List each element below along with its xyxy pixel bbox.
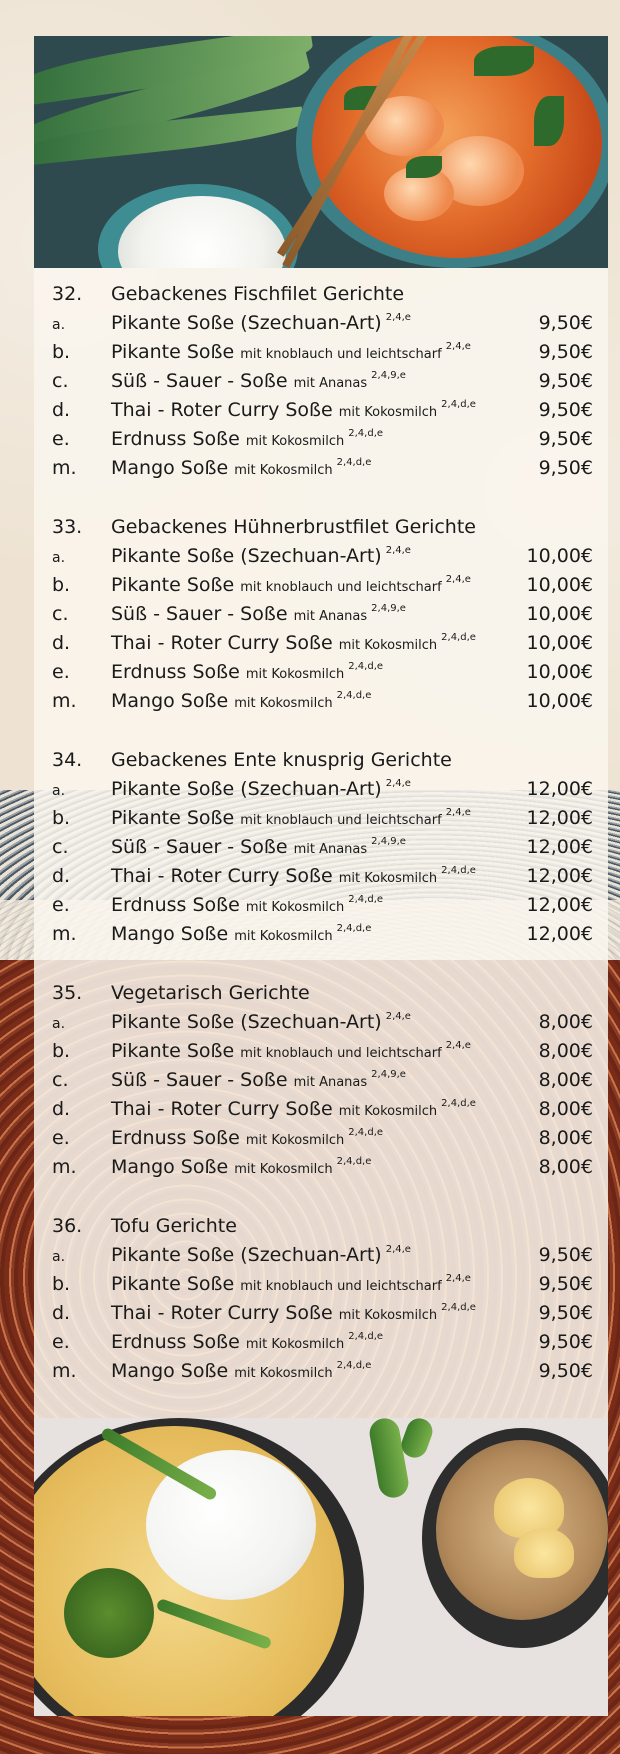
- allergen-codes: 2,4,d,e: [336, 690, 372, 701]
- dish-name: Erdnuss Soße: [111, 894, 240, 916]
- menu-item: [0, 341, 620, 370]
- section-title: Gebackenes Fischfilet Gerichte: [111, 283, 405, 305]
- dish-name: Mango Soße: [111, 690, 229, 712]
- section-number: 35.: [52, 982, 83, 1004]
- item-name: [111, 1040, 471, 1062]
- item-letter: b.: [52, 1273, 71, 1295]
- menu-item: [0, 1040, 620, 1069]
- item-name: [111, 923, 371, 945]
- item-name: [111, 807, 471, 829]
- menu-item: [0, 778, 620, 807]
- item-name: [111, 661, 383, 683]
- item-price: 8,00€: [538, 1156, 593, 1178]
- item-letter: c.: [52, 370, 69, 392]
- item-letter: d.: [52, 1098, 71, 1120]
- dish-name: Pikante Soße: [111, 1040, 235, 1062]
- item-name: [111, 341, 471, 363]
- item-price: 8,00€: [538, 1069, 593, 1091]
- allergen-codes: 2,4,d,e: [441, 632, 476, 643]
- item-letter: a.: [52, 1016, 66, 1032]
- allergen-codes: 2,4,d,e: [348, 428, 384, 439]
- allergen-codes: 2,4,e: [385, 1244, 411, 1255]
- top-food-photo: [34, 36, 608, 268]
- item-letter: m.: [52, 690, 77, 712]
- item-price: 9,50€: [538, 1360, 593, 1382]
- item-price: 12,00€: [526, 923, 593, 945]
- dish-description: mit Kokosmilch: [234, 1366, 333, 1381]
- item-letter: b.: [52, 341, 71, 363]
- item-letter: d.: [52, 399, 71, 421]
- menu-item: [0, 1360, 620, 1389]
- allergen-codes: 2,4,e: [385, 545, 411, 556]
- dish-description: mit Kokosmilch: [234, 1162, 333, 1177]
- dish-name: Thai - Roter Curry Soße: [111, 1098, 333, 1120]
- item-price: 9,50€: [538, 457, 593, 479]
- item-letter: m.: [52, 1156, 77, 1178]
- dish-description: mit knoblauch und leichtscharf: [240, 347, 442, 362]
- item-name: [111, 836, 406, 858]
- allergen-codes: 2,4,d,e: [336, 1156, 372, 1167]
- allergen-codes: 2,4,d,e: [336, 1360, 372, 1371]
- dish-name: Thai - Roter Curry Soße: [111, 399, 333, 421]
- allergen-codes: 2,4,d,e: [336, 457, 372, 468]
- dish-name: Thai - Roter Curry Soße: [111, 865, 333, 887]
- dish-description: mit Kokosmilch: [338, 638, 438, 653]
- item-price: 12,00€: [526, 778, 593, 800]
- item-price: 12,00€: [526, 836, 593, 858]
- bottom-food-photo: [34, 1418, 608, 1716]
- menu-item: [0, 1244, 620, 1273]
- allergen-codes: 2,4,d,e: [348, 894, 384, 905]
- item-letter: a.: [52, 783, 66, 799]
- item-name: [111, 1011, 411, 1033]
- menu-item: [0, 1069, 620, 1098]
- item-price: 10,00€: [526, 661, 593, 683]
- item-price: 9,50€: [538, 399, 593, 421]
- dish-description: mit Kokosmilch: [245, 434, 345, 449]
- allergen-codes: 2,4,e: [445, 1273, 471, 1284]
- allergen-codes: 2,4,d,e: [348, 661, 384, 672]
- section-number: 34.: [52, 749, 83, 771]
- dish-name: Mango Soße: [111, 923, 229, 945]
- menu-item: [0, 1273, 620, 1302]
- item-letter: d.: [52, 632, 71, 654]
- dish-description: mit knoblauch und leichtscharf: [240, 1279, 442, 1294]
- dish-name: Pikante Soße: [111, 807, 235, 829]
- allergen-codes: 2,4,e: [445, 341, 471, 352]
- dish-description: mit Kokosmilch: [338, 1308, 438, 1323]
- allergen-codes: 2,4,e: [385, 312, 411, 323]
- item-name: [111, 778, 411, 800]
- menu-item: [0, 690, 620, 719]
- item-price: 8,00€: [538, 1098, 593, 1120]
- item-letter: b.: [52, 574, 71, 596]
- item-price: 10,00€: [526, 603, 593, 625]
- allergen-codes: 2,4,9,e: [371, 836, 406, 847]
- item-price: 9,50€: [538, 370, 593, 392]
- menu-section: [0, 516, 620, 719]
- item-name: [111, 894, 383, 916]
- item-name: [111, 370, 406, 392]
- section-header: [0, 516, 620, 545]
- menu-section: [0, 982, 620, 1185]
- item-price: 9,50€: [538, 1302, 593, 1324]
- item-price: 10,00€: [526, 545, 593, 567]
- menu-item: [0, 1331, 620, 1360]
- item-name: [111, 632, 476, 654]
- allergen-codes: 2,4,e: [445, 1040, 471, 1051]
- item-name: [111, 1156, 371, 1178]
- menu-item: [0, 1098, 620, 1127]
- item-price: 9,50€: [538, 341, 593, 363]
- dish-description: mit knoblauch und leichtscharf: [240, 813, 442, 828]
- menu-item: [0, 1302, 620, 1331]
- dish-name: Mango Soße: [111, 457, 229, 479]
- item-letter: m.: [52, 923, 77, 945]
- dish-description: mit Kokosmilch: [234, 696, 333, 711]
- dish-description: mit Kokosmilch: [234, 929, 333, 944]
- dish-name: Süß - Sauer - Soße: [111, 836, 288, 858]
- section-header: [0, 982, 620, 1011]
- menu-item: [0, 457, 620, 486]
- item-price: 8,00€: [538, 1040, 593, 1062]
- dish-name: Erdnuss Soße: [111, 428, 240, 450]
- dish-description: mit Ananas: [293, 609, 368, 624]
- dish-name: Pikante Soße: [111, 341, 235, 363]
- allergen-codes: 2,4,d,e: [441, 399, 476, 410]
- dish-name: Pikante Soße: [111, 574, 235, 596]
- item-name: [111, 428, 383, 450]
- section-title: Tofu Gerichte: [111, 1215, 237, 1237]
- dish-name: Mango Soße: [111, 1360, 229, 1382]
- dish-description: mit Ananas: [293, 376, 368, 391]
- item-name: [111, 457, 371, 479]
- section-title: Gebackenes Hühnerbrustfilet Gerichte: [111, 516, 476, 538]
- item-name: [111, 1331, 383, 1353]
- menu-item: [0, 661, 620, 690]
- section-number: 33.: [52, 516, 83, 538]
- dish-name: Erdnuss Soße: [111, 1127, 240, 1149]
- dish-description: mit knoblauch und leichtscharf: [240, 1046, 442, 1061]
- menu-section: [0, 749, 620, 952]
- menu-item: [0, 370, 620, 399]
- item-name: [111, 603, 406, 625]
- item-name: [111, 1098, 476, 1120]
- dish-name: Mango Soße: [111, 1156, 229, 1178]
- item-letter: m.: [52, 1360, 77, 1382]
- item-name: [111, 312, 411, 334]
- item-price: 10,00€: [526, 632, 593, 654]
- section-title: Gebackenes Ente knusprig Gerichte: [111, 749, 452, 771]
- menu-item: [0, 574, 620, 603]
- menu-item: [0, 545, 620, 574]
- item-letter: c.: [52, 603, 69, 625]
- item-name: [111, 865, 476, 887]
- item-letter: c.: [52, 1069, 69, 1091]
- menu-item: [0, 603, 620, 632]
- menu-item: [0, 312, 620, 341]
- allergen-codes: 2,4,9,e: [371, 370, 406, 381]
- section-title: Vegetarisch Gerichte: [111, 982, 310, 1004]
- item-letter: b.: [52, 1040, 71, 1062]
- allergen-codes: 2,4,d,e: [441, 1098, 476, 1109]
- dish-description: mit Ananas: [293, 1075, 368, 1090]
- item-letter: e.: [52, 428, 70, 450]
- item-letter: b.: [52, 807, 71, 829]
- dish-name: Pikante Soße (Szechuan-Art): [111, 1011, 382, 1033]
- allergen-codes: 2,4,d,e: [336, 923, 372, 934]
- menu-item: [0, 894, 620, 923]
- section-number: 32.: [52, 283, 83, 305]
- dish-description: mit Kokosmilch: [338, 405, 438, 420]
- item-price: 8,00€: [538, 1011, 593, 1033]
- section-header: [0, 749, 620, 778]
- item-letter: d.: [52, 865, 71, 887]
- item-letter: c.: [52, 836, 69, 858]
- dish-name: Erdnuss Soße: [111, 661, 240, 683]
- menu-item: [0, 865, 620, 894]
- dish-description: mit Ananas: [293, 842, 368, 857]
- item-price: 10,00€: [526, 690, 593, 712]
- allergen-codes: 2,4,d,e: [441, 1302, 476, 1313]
- allergen-codes: 2,4,e: [385, 778, 411, 789]
- menu-item: [0, 923, 620, 952]
- menu-item: [0, 632, 620, 661]
- section-header: [0, 283, 620, 312]
- item-price: 8,00€: [538, 1127, 593, 1149]
- allergen-codes: 2,4,e: [445, 807, 471, 818]
- item-price: 9,50€: [538, 1244, 593, 1266]
- item-name: [111, 399, 476, 421]
- item-letter: e.: [52, 661, 70, 683]
- item-name: [111, 1069, 406, 1091]
- dish-name: Süß - Sauer - Soße: [111, 603, 288, 625]
- allergen-codes: 2,4,e: [385, 1011, 411, 1022]
- item-name: [111, 1360, 371, 1382]
- dish-name: Pikante Soße: [111, 1273, 235, 1295]
- item-letter: e.: [52, 1331, 70, 1353]
- menu-section: [0, 1215, 620, 1389]
- item-name: [111, 1302, 476, 1324]
- allergen-codes: 2,4,d,e: [348, 1127, 384, 1138]
- item-price: 9,50€: [538, 1273, 593, 1295]
- item-letter: a.: [52, 317, 66, 333]
- dish-name: Pikante Soße (Szechuan-Art): [111, 1244, 382, 1266]
- menu-item: [0, 1127, 620, 1156]
- dish-description: mit Kokosmilch: [245, 667, 345, 682]
- menu-section: [0, 283, 620, 486]
- section-number: 36.: [52, 1215, 83, 1237]
- dish-name: Pikante Soße (Szechuan-Art): [111, 545, 382, 567]
- menu-item: [0, 399, 620, 428]
- item-name: [111, 1127, 383, 1149]
- dish-name: Erdnuss Soße: [111, 1331, 240, 1353]
- dish-name: Thai - Roter Curry Soße: [111, 1302, 333, 1324]
- item-letter: a.: [52, 1249, 66, 1265]
- item-price: 12,00€: [526, 865, 593, 887]
- dish-name: Süß - Sauer - Soße: [111, 1069, 288, 1091]
- item-letter: m.: [52, 457, 77, 479]
- item-name: [111, 1273, 471, 1295]
- item-name: [111, 545, 411, 567]
- dish-description: mit Kokosmilch: [234, 463, 333, 478]
- dish-name: Pikante Soße (Szechuan-Art): [111, 312, 382, 334]
- item-letter: e.: [52, 1127, 70, 1149]
- item-price: 9,50€: [538, 1331, 593, 1353]
- item-price: 9,50€: [538, 428, 593, 450]
- dish-description: mit Kokosmilch: [338, 1104, 438, 1119]
- allergen-codes: 2,4,9,e: [371, 603, 406, 614]
- item-price: 12,00€: [526, 807, 593, 829]
- item-letter: e.: [52, 894, 70, 916]
- menu-item: [0, 1156, 620, 1185]
- allergen-codes: 2,4,9,e: [371, 1069, 406, 1080]
- allergen-codes: 2,4,d,e: [348, 1331, 384, 1342]
- item-price: 10,00€: [526, 574, 593, 596]
- dish-name: Pikante Soße (Szechuan-Art): [111, 778, 382, 800]
- dish-description: mit Kokosmilch: [245, 1133, 345, 1148]
- dish-description: mit Kokosmilch: [245, 1337, 345, 1352]
- item-name: [111, 574, 471, 596]
- item-letter: d.: [52, 1302, 71, 1324]
- allergen-codes: 2,4,e: [445, 574, 471, 585]
- dish-name: Thai - Roter Curry Soße: [111, 632, 333, 654]
- menu-item: [0, 1011, 620, 1040]
- menu-item: [0, 428, 620, 457]
- item-price: 12,00€: [526, 894, 593, 916]
- section-header: [0, 1215, 620, 1244]
- menu-item: [0, 836, 620, 865]
- menu-item: [0, 807, 620, 836]
- dish-name: Süß - Sauer - Soße: [111, 370, 288, 392]
- dish-description: mit Kokosmilch: [338, 871, 438, 886]
- item-name: [111, 690, 371, 712]
- dish-description: mit knoblauch und leichtscharf: [240, 580, 442, 595]
- allergen-codes: 2,4,d,e: [441, 865, 476, 876]
- item-letter: a.: [52, 550, 66, 566]
- dish-description: mit Kokosmilch: [245, 900, 345, 915]
- item-price: 9,50€: [538, 312, 593, 334]
- item-name: [111, 1244, 411, 1266]
